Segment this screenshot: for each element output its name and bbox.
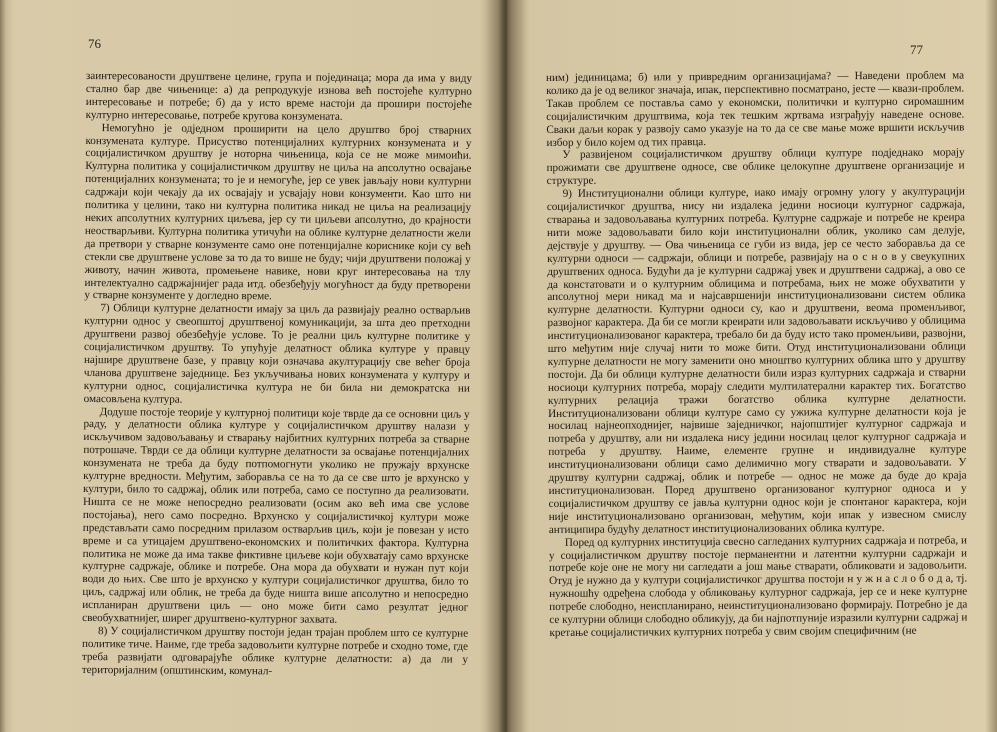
page-text bbox=[546, 69, 967, 639]
paragraph: Поред од културних институција свесно сагледаних културних садржаја и потреба, и у социјалистичком друштву постоје перманентни и латентни културни садржаји и потребе које оне не могу ни сагледати а још мање стварати, обликовати и задовољити. Отуд је нужно да у култури социјалистичког друштва постоји н у ж н а с л о б о д а, тј. нужношћу одређена слобода у обликовању културног садржаја, јер се и неке културне потребе слободно, неиспланирано, неинституционализовано формирају. Потребно је да се културни облици слободно обликују, да би најпотпуније изразили културни садржај и кретање социјалистичких културних потреба у свим својим специфичним (не bbox=[548, 534, 968, 639]
paragraph: Немогућно је одједном проширити на цело друштво број стварних конзумената културе. Присуство потенцијалних културних конзумената и у социјалистичком друштву је ноторна чињеница, која се не може мимоићи. Културна политика у социјалистичком друштву не циља на апсолутно освајање потенцијалних конзумената; то је и немогуће, јер се увек јављају нови културни садржаји који чекају да их освајају и усвајају нови конзументи. Као што ни политика у целини, тако ни културна политика никад не циља на реализацију неких апсолутних културних циљева, јер су ти циљеви апсолутно, до крајности неостварљиви. Културна политика утичући на облике културне делатности жели да претвори у стварне конзументе само оне потенцијалне кориснике који су већ стекли све друштвене услове за то да то више не буду; чији друштвени положај у животу, начин живота, промењене навике, нови круг интересовања на тлу интелектуално садржајнијег рада итд. обезбеђују могућност да буду претворени у стварне конзументе у догледно време. bbox=[84, 121, 472, 303]
paragraph: ним) јединицама; б) или у привредним организацијама? — Наведени проблем ма колико да је од великог значаја, ипак, перспективно посматрано, јесте — квази-проблем. Такав проблем се поставља само у економски, политички и културно сиромашним социјалистичким друштвима, која тек тешким жртвама изграђују наведене основе. Сваки даљи корак у развоју само указује на то да се све мање може вршити искључив избор у било којем од тих правца. bbox=[546, 69, 965, 149]
paragraph: Додуше постоје теорије у културној политици које тврде да се основни циљ у раду, у делатности облика културе у социјалистичком друштву налази у искључивом задовољавању и стварању најбитних културних потреба за стварне потрошаче. Тврди се да облици културне делатности за освајање потенцијалних конзумената не треба да буду потпомогнути уколико не пружају врхунске културне вредности. Међутим, заборавља се на то да се све што је врхунско у култури, било то садржај, облик или потреба, само се поступно да реализовати. Ништа се не може непосредно реализовати (осим ако већ има све услове постојања), него само посредно. Врхунско у социјалистичкој култури може представљати само посредним прилазом остварљив циљ, који је повезан у исто време и са утицајем друштвено-економских и политичких фактора. Културна политика не може да има такве фиктивне циљеве који обухватају само врхунске културне садржаје, облике и потребе. Она мора да обухвати и нужан пут који води до њих. Све што је врхунско у култури социјалистичког друштва, било то циљ, садржај или облик, не треба да буде ништа више апсолутно и непосредно испланиран друштвени циљ — оно може бити само резултат једног свеобухватнијег, ширег друштвено-културног захвата. bbox=[82, 405, 470, 626]
page-text bbox=[82, 70, 472, 679]
page-number: 77 bbox=[910, 42, 923, 57]
paragraph: 9) Институционални облици културе, иако имају огромну улогу у акултурацији социјалистичког друштва, нису ни издалека једини носиоци културног садржаја, стварања и задовољавања културних потреба. Културне садржаје и потребе не креира нити може задовољавати било који институционални облик, уколико сам делује, дејствује у друштву. — Ова чињеница се губи из вида, јер се често заборавља да се културни односи — садржаји, облици и потребе, развијају на о с н о в у свеукупних друштвених односа. Будући да је културни садржај увек и друштвени садржај, а ово се да констатовати и о културним облицима и потребама, њих не може обухватити у апсолутној мери никад ма и најсавршенији институционализовани систем облика културне делатности. Културни односи су, као и друштвени, веома променљивог, развојног карактера. Да би се могли креирати или задовољавати искључиво у облицима институционализованог карактера, требало би да буду исто тако променљиви, развојни, што међутим није случај нити то може бити. Отуд институционализовани облици културне делатности не могу заменити оно мноштво културних облика што у друштву постоји. Да би облици културне делатности били израз културних садржаја и стварни носиоци културних потреба, морају следити мултилатерални карактер тих. Богатство културних релација тражи богатство облика културне делатности. Институционализовани облици културе само су ужижа културне делатности која је носилац најнеопходнијег, највише заједничког, најопштијег културног садржаја и потреба у друштву, али ни издалека нису једини носилац целог културног садржаја и потреба у друштву. Наиме, елементе групне и индивидуалне културе институционализовани облици само делимично могу стварати и задовољавати. У друштву културни садржај, облик и потребе — однос не може да буде до краја институционализован. Поред друштвено организованог културног односа и у социјалистичком друштву се јавља културни однос који је спонтаног карактера, који није институционализовано организован, међутим, који ипак у извесном смислу антиципира будућу делатност институционализованих облика културе. bbox=[546, 185, 967, 536]
page-number: 76 bbox=[88, 36, 101, 51]
paragraph: заинтересованости друштвене целине, група и појединаца; мора да има у виду стално бар две чињенице: а) да репродукује изнова већ постојеће културно интересовање и потребе; б) да у исто време настоји да прошири постојеће културно интересовање, потребе кругова конзумената. bbox=[85, 70, 472, 123]
paragraph: 8) У социјалистичком друштву постоји један трајан проблем што се културне политике тиче. Наиме, где треба задовољити културне потребе и сходно томе, где треба развијати одговарајуће облике културне делатности: а) да ли у територијалним (општинским, комунал- bbox=[81, 625, 469, 678]
paragraph: У развијеном социјалистичком друштву облици културе подједнако морају прожимати све друштвене односе, све облике целокупне друштвене организације и структуре. bbox=[546, 146, 965, 188]
right-page bbox=[506, 0, 997, 732]
paragraph: 7) Облици културне делатности имају за циљ да развијају реално остварљив културни однос у свеопштој друштвеној комуникацији, за шта део претходни друштвени развој обезбеђује услове. То је реални циљ културне политике у социјалистичком друштву. То упућује делатност облика културе у правцу најшире друштвене базе, у правцу који означава акултурацију све већег броја чланова друштвене заједнице. Без укључивања нових конзумената у културу и културни однос, социјалистичка култура не би била ни демократска ни омасовљена култура. bbox=[83, 302, 471, 406]
